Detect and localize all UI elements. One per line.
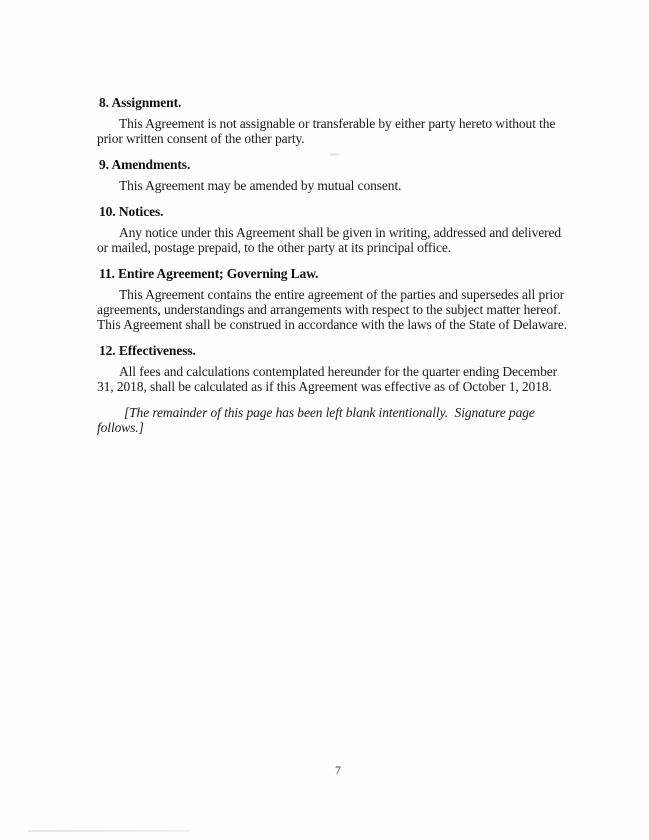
page-number: 7 — [335, 763, 341, 777]
section-paragraph: All fees and calculations contemplated hereunder for the quarter ending December 31, 2018, shall be calculated as if this Agreement was effective as of October 1, 2018. — [97, 364, 558, 394]
document-body — [97, 95, 567, 435]
section-heading: 11. Entire Agreement; Governing Law. — [99, 266, 319, 281]
section-heading: 12. Effectiveness. — [99, 343, 196, 358]
section-entire-agreement-governing-law — [97, 266, 567, 332]
section-heading: 10. Notices. — [99, 204, 164, 219]
section-heading: 8. Assignment. — [99, 95, 182, 110]
section-paragraph: Any notice under this Agreement shall be given in writing, addressed and delivered or mailed, postage prepaid, to the other party at its principal office. — [97, 225, 562, 255]
section-heading: 9. Amendments. — [99, 157, 191, 172]
section-effectiveness — [97, 343, 567, 394]
section-assignment — [97, 95, 567, 146]
section-notices — [97, 204, 567, 255]
scan-artifact-line — [28, 830, 190, 832]
closing-note: [The remainder of this page has been left blank intentionally. Signature page follows.] — [97, 405, 539, 435]
section-amendments — [97, 157, 567, 193]
scan-artifact-smudge — [329, 153, 340, 156]
section-paragraph: This Agreement is not assignable or transferable by either party hereto without the prior written consent of the other party. — [97, 116, 556, 146]
section-paragraph: This Agreement contains the entire agreement of the parties and supersedes all prior agreements, understandings and arrangements with respect to the subject matter hereof. This Agreement shall be construed in accordance with the laws of the State of Delaware. — [97, 287, 568, 332]
section-paragraph: This Agreement may be amended by mutual consent. — [119, 178, 402, 193]
